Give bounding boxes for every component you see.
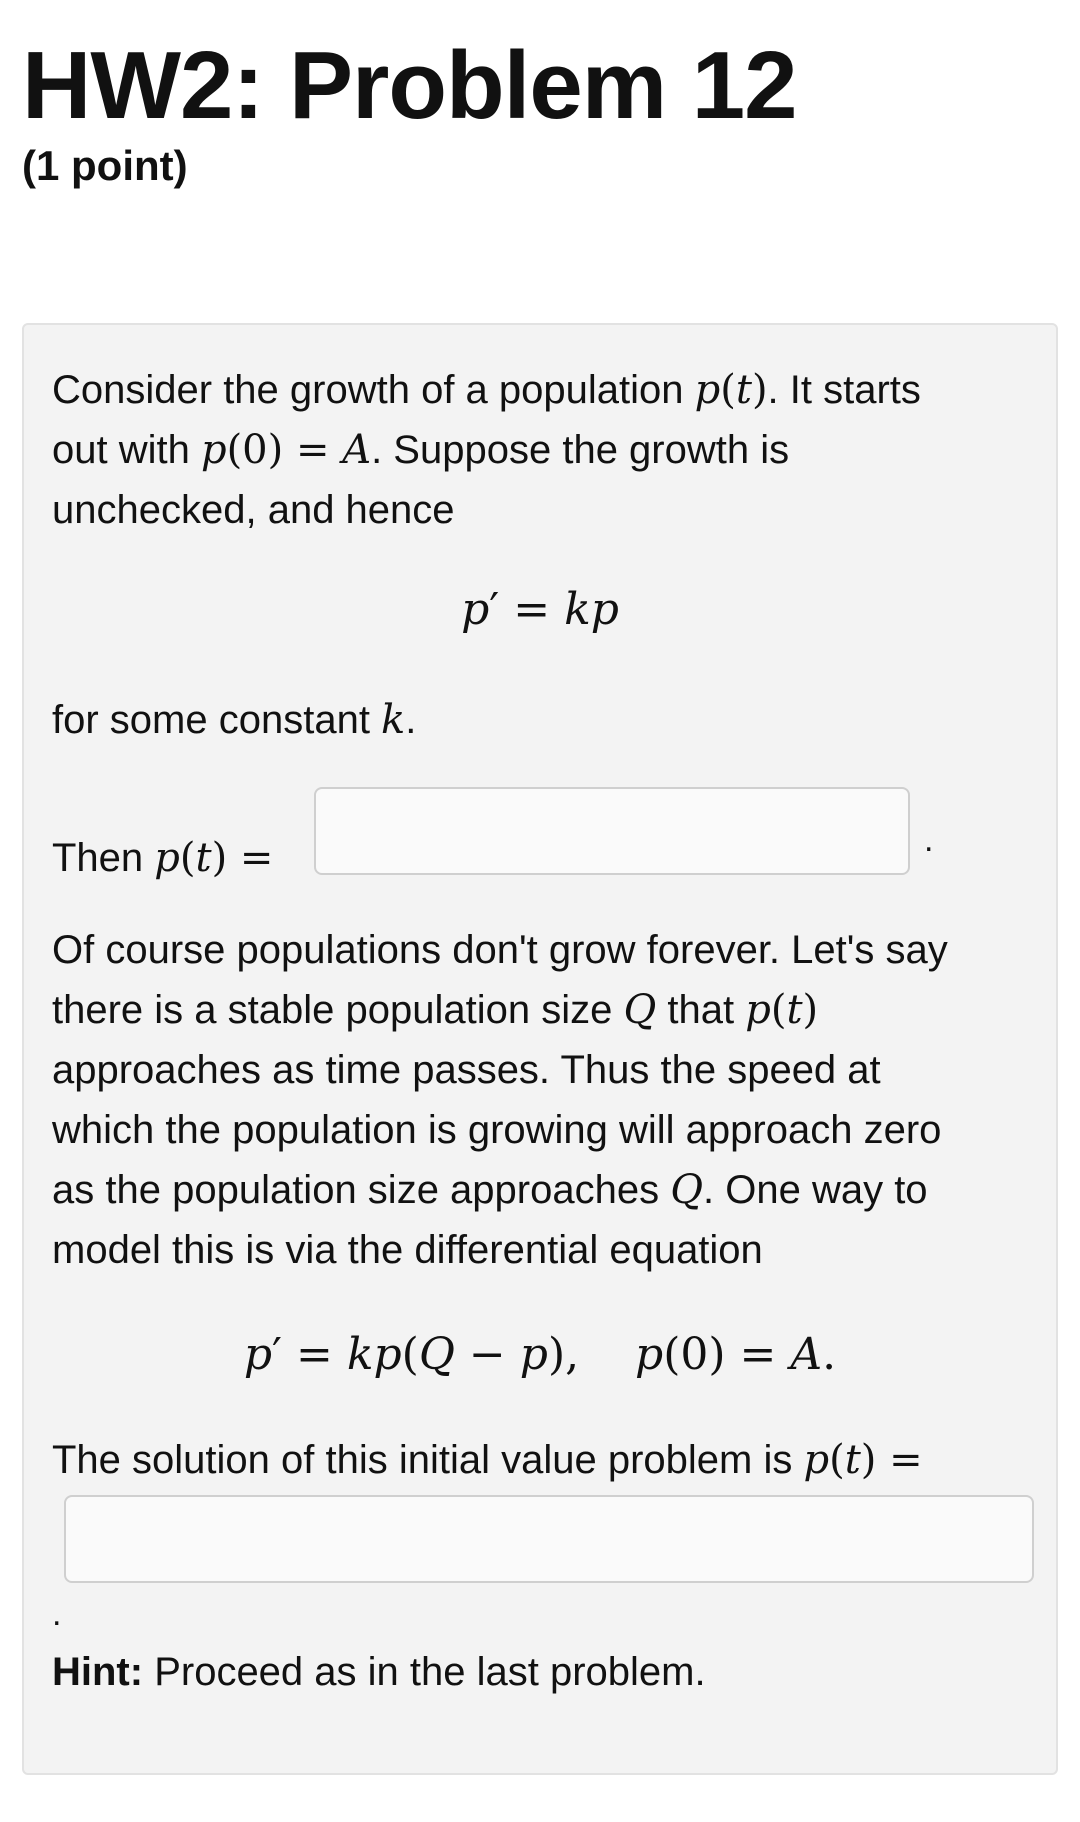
logistic-line-3: approaches as time passes. Thus the speed at: [52, 1048, 881, 1092]
answer-period-1: .: [924, 821, 934, 859]
logistic-line-6: model this is via the differential equation: [52, 1228, 763, 1272]
page-title: HW2: Problem 12: [22, 32, 797, 139]
then-label: Then p(t) =: [52, 835, 274, 881]
solution-label: The solution of this initial value problem is p(t) =: [52, 1437, 923, 1483]
logistic-line-2: there is a stable population size Q that p(t): [52, 987, 819, 1033]
equation-exponential: p′ = kp: [461, 584, 619, 635]
hint-label: Hint:: [52, 1650, 144, 1694]
intro-line-1: Consider the growth of a population p(t). It starts: [52, 367, 921, 413]
problem-body: [22, 323, 1058, 1775]
answer-input-exponential[interactable]: [314, 787, 910, 875]
answer-period-2: .: [52, 1595, 62, 1633]
equation-logistic: p′ = kp(Q − p), p(0) = A.: [243, 1329, 837, 1380]
logistic-line-1: Of course populations don't grow forever. Let's say: [52, 928, 948, 972]
logistic-line-5: as the population size approaches Q. One way to: [52, 1167, 928, 1213]
constant-line: for some constant k.: [52, 697, 417, 743]
answer-input-logistic[interactable]: [64, 1495, 1034, 1583]
logistic-line-4: which the population is growing will approach zero: [52, 1108, 942, 1152]
intro-line-2: out with p(0) = A. Suppose the growth is: [52, 427, 790, 473]
hint: Hint: Proceed as in the last problem.: [52, 1650, 706, 1694]
intro-line-3: unchecked, and hence: [52, 488, 455, 532]
points-label: (1 point): [22, 142, 188, 189]
